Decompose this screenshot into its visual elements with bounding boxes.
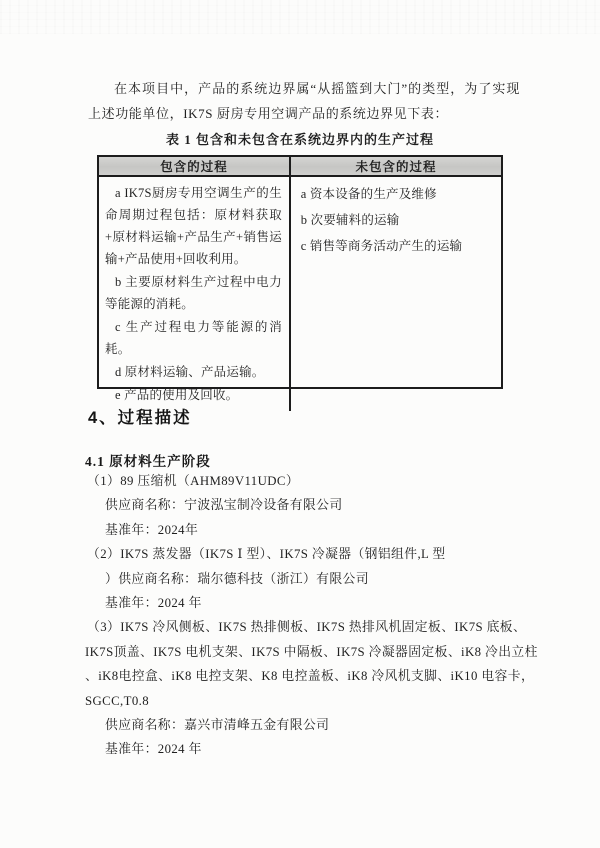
column-header-excluded: 未包含的过程 [291, 157, 501, 175]
base-year-line: 基准年：2024 年 [105, 596, 202, 611]
system-boundary-table [97, 155, 503, 402]
base-year-line: 基准年：2024 年 [105, 742, 202, 757]
raw-material-list [85, 469, 551, 762]
intro-paragraph: 在本项目中，产品的系统边界属“从摇篮到大门”的类型，为了实现上述功能单位，IK7S 厨房专用空调产品的系统边界见下表： [88, 81, 520, 121]
included-item: e 产品的使用及回收。 [115, 388, 239, 402]
excluded-item: b 次要辅料的运输 [300, 213, 400, 227]
excluded-item: c 销售等商务活动产生的运输 [300, 239, 463, 253]
table-caption: 表 1 包含和未包含在系统边界内的生产过程 [165, 132, 434, 147]
supplier-line: 供应商名称：宁波泓宝制冷设备有限公司 [105, 498, 343, 513]
list-item: （3）IK7S 冷风侧板、IK7S 热排侧板、IK7S 热排风机固定板、IK7S 底板、 [87, 620, 527, 635]
list-item-continuation: SGCC,T0.8 [85, 693, 150, 708]
table-body-row [99, 177, 501, 411]
column-header-included: 包含的过程 [99, 157, 291, 175]
supplier-line: ）供应商名称：瑞尔德科技（浙江）有限公司 [105, 571, 369, 586]
list-item-continuation: IK7S顶盖、IK7S 电机支架、IK7S 中隔板、IK7S 冷凝器固定板、iK8 冷出立柱 [85, 644, 538, 659]
included-item: d 原材料运输、产品运输。 [115, 365, 265, 379]
scan-artifact [0, 0, 600, 34]
included-item: a IK7S厨房专用空调生产的生命周期过程包括：原材料获取+原材料运输+产品生产+销售运输+产品使用+回收利用。 [105, 186, 282, 266]
base-year-line: 基准年：2024年 [105, 522, 199, 537]
included-item: b 主要原材料生产过程中电力等能源的消耗。 [105, 275, 282, 311]
supplier-line: 供应商名称：嘉兴市清峰五金有限公司 [105, 718, 330, 733]
list-item: （2）IK7S 蒸发器（IK7S Ⅰ 型）、IK7S 冷凝器（钢铝组件,L 型 [87, 547, 446, 562]
cell-excluded-processes [291, 177, 501, 411]
table-header-row [99, 157, 501, 177]
list-item-continuation: 、iK8电控盒、iK8 电控支架、K8 电控盖板、iK8 冷风机支脚、iK10 电容卡， [85, 669, 535, 684]
cell-included-processes [99, 177, 291, 411]
subsection-heading: 4.1 原材料生产阶段 [85, 454, 211, 469]
list-item: （1）89 压缩机（AHM89V11UDC） [87, 474, 300, 488]
excluded-item: a 资本设备的生产及维修 [300, 187, 437, 201]
included-item: c 生产过程电力等能源的消耗。 [105, 320, 282, 356]
section-heading: 4、过程描述 [88, 409, 192, 427]
